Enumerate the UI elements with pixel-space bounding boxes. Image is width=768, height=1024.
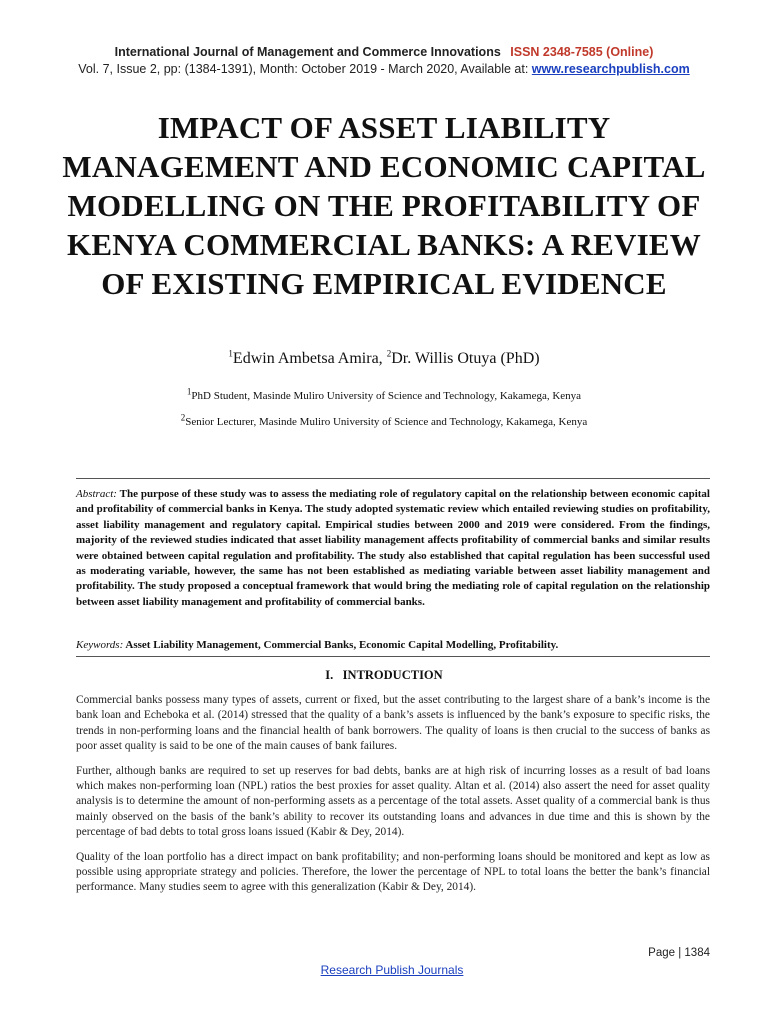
page-number: Page | 1384 [648,947,710,959]
journal-header [0,44,768,78]
abstract-bottom-rule [76,656,710,657]
section-title: INTRODUCTION [342,668,443,682]
affiliation-1-text: PhD Student, Masinde Muliro University of Science and Technology, Kakamega, Kenya [191,390,582,402]
author-1-sup: 1 [228,348,233,359]
abstract-text: The purpose of these study was to assess the mediating role of regulatory capital on the relationship between economic capital and profitability of commercial banks in Kenya. The study adopted systematic review which entailed reviewing studies on profitability, asset liability management and regulatory capital. Empirical studies between 2000 and 2019 were considered. From the findings, majority of the reviewed studies indicated that asset liability management affects profitability of commercial banks and similar results were obtained between capital regulation and profitability. The study also established that capital regulation has been successful used as moderating variable, however, the same has not been established as mediating variable between asset liability management and profitability. The study proposed a conceptual framework that would bring the mediating role of capital regulation on the relationship between asset liability management and profitability of commercial banks. [76,488,710,608]
paragraph-2: Further, although banks are required to set up reserves for bad debts, banks are at high risk of incurring losses as a result of bad loans which makes non-performing loan (NPL) ratios the best proxies for asset quality. Altan et al. (2014) also assert the need for asset quality analysis is to determine the amount of non-performing assets as a percentage of the total assets. Asset quality of a commercial bank is thus mainly observed on the basis of the bank’s ability to recover its outstanding loans and advances in due time and this is shown by the percentage of bad debts to total gross loans issued (Kabir & Dey, 2014). [76,764,710,839]
author-2-sup: 2 [386,348,392,359]
body-text [76,693,710,905]
paper-title: IMPACT OF ASSET LIABILITY MANAGEMENT AND ECONOMIC CAPITAL MODELLING ON THE PROFITABILITY OF KENYA COMMERCIAL BANKS: A REVIEW OF EXISTING EMPIRICAL EVIDENCE [62,110,706,301]
journal-url-link[interactable]: www.researchpublish.com [531,62,690,76]
keywords-text: Asset Liability Management, Commercial Banks, Economic Capital Modelling, Profitability. [125,639,559,651]
affiliation-2-sup: 2 [180,412,186,423]
affiliation-2 [0,412,768,428]
abstract [76,487,710,610]
section-number: I. [325,668,334,682]
affiliation-1 [0,386,768,402]
paragraph-1: Commercial banks possess many types of assets, current or fixed, but the asset contributing to the largest share of a bank’s income is the bank loan and Echeboka et al. (2014) stressed that the quality of a bank’s assets is influenced by the bank’s exposure to specific risks, the trends in non-performing loans and the financial health of bank borrowers. The quality of loans is then crucial to the success of banks as poor asset quality is said to be one of the main causes of bank failures. [76,694,710,753]
abstract-top-rule [76,478,710,479]
keywords-label: Keywords: [76,639,124,651]
author-2-name: Dr. Willis Otuya (PhD) [391,350,540,367]
affiliation-1-sup: 1 [186,386,192,397]
authors [0,350,768,368]
keywords [76,638,710,653]
section-heading [0,668,768,683]
footer-link[interactable]: Research Publish Journals [320,963,464,977]
paragraph-3: Quality of the loan portfolio has a direct impact on bank profitability; and non-performing loans should be monitored and kept as low as possible using appropriate strategy and policies. Therefore, the lower the percentage of NPL to total loans the better the bank’s financial performance. Many studies seem to agree with this generalization (Kabir & Dey, 2014). [76,850,710,894]
abstract-label: Abstract: [76,488,117,500]
journal-name: International Journal of Management and Commerce Innovations [114,45,501,59]
issn: ISSN 2348-7585 (Online) [510,45,654,59]
author-1-name: Edwin Ambetsa Amira, [232,350,383,367]
volume-info: Vol. 7, Issue 2, pp: (1384-1391), Month: October 2019 - March 2020, Available at: [78,62,529,76]
affiliation-2-text: Senior Lecturer, Masinde Muliro University of Science and Technology, Kakamega, Kenya [185,416,588,428]
